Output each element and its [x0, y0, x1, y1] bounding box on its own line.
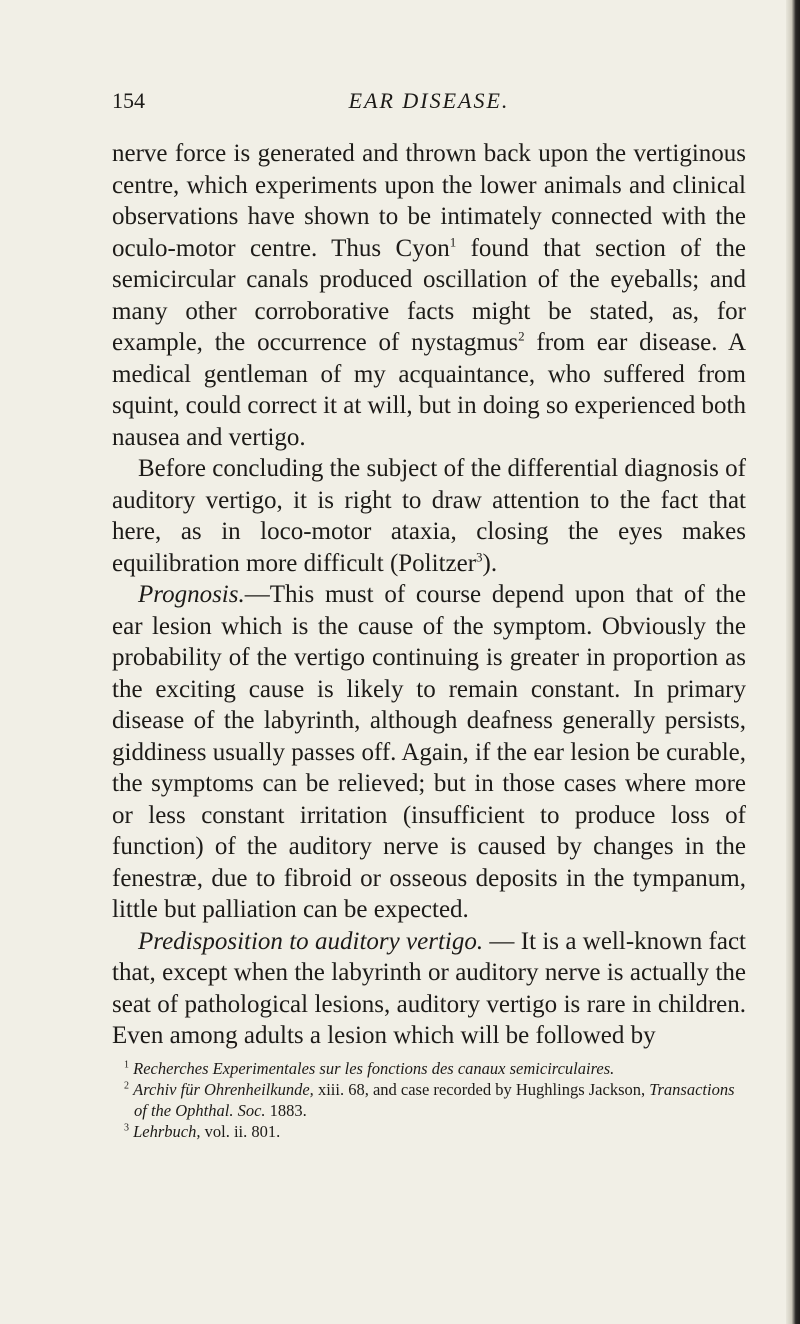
- text-run: —This must of course depend upon that of the ear lesion which is the cause of the symptom. Obviously the probability of the vertigo continuing is greater in proportion as the exciting cause is likely to remain constant. In primary disease of the labyrinth, although deafness generally persists, giddiness usually passes off. Again, if the ear lesion be curable, the symptoms can be relieved; but in those cases where more or less constant irritation (insufficient to produce loss of function) of the auditory nerve is caused by changes in the fenestræ, due to fibroid or osseous deposits in the tympanum, little but palliation can be expected.: [112, 581, 746, 923]
- text-run: — It is a well-known fact that, except when the labyrinth or auditory nerve is actually the seat of pathological lesions, auditory vertigo is rare in children. Even among adults a lesion which will be followed by: [112, 927, 746, 1049]
- footnote-ref-3: 3: [476, 549, 483, 565]
- footnote-1: [112, 1058, 746, 1079]
- footnote-title: Lehrbuch,: [133, 1121, 201, 1141]
- book-page: [112, 88, 746, 1142]
- footnote-title: Archiv für Ohrenheilkunde,: [133, 1079, 314, 1099]
- section-heading-prognosis: Prognosis.: [138, 581, 245, 608]
- page-number: 154: [112, 88, 145, 113]
- footnote-text: xiii. 68, and case recorded by Hughlings Jackson,: [313, 1079, 650, 1099]
- paragraph-prognosis: [112, 579, 746, 926]
- footnote-mark: 1: [124, 1059, 129, 1070]
- text-run: from ear disease. A medical gentleman of my acquaintance, who suffered from squint, could correct it at will, but in doing so experienced both nausea and vertigo.: [112, 329, 747, 451]
- footnote-2: [112, 1079, 746, 1121]
- footnote-ref-2: 2: [518, 328, 525, 344]
- page-edge-shadow: [786, 0, 800, 1324]
- paragraph-2: [112, 453, 746, 579]
- footnotes: [112, 1058, 746, 1142]
- paragraph-predisposition: [112, 926, 746, 1052]
- text-run: nerve force is generated and thrown back upon the vertiginous centre, which experiments upon the lower animals and clinical observations have shown to be intimately connected with the oculo-motor centre. Thus Cyon: [112, 140, 746, 262]
- footnote-text: vol. ii. 801.: [200, 1121, 281, 1141]
- footnote-title: Transactions of the Ophthal. Soc.: [134, 1079, 735, 1120]
- footnote-3: [112, 1121, 746, 1142]
- text-run: Before concluding the subject of the differential diagnosis of auditory vertigo, it is right to draw attention to the fact that here, as in loco-motor ataxia, closing the eyes makes equilibration more difficult (Politzer: [112, 455, 746, 577]
- footnote-mark: 3: [124, 1122, 129, 1133]
- footnote-title: Recherches Experimentales sur les fonctions des canaux semicirculaires.: [133, 1058, 615, 1078]
- paragraph-1: [112, 138, 746, 453]
- footnote-mark: 2: [124, 1080, 129, 1091]
- running-head: [112, 88, 746, 122]
- footnote-ref-1: 1: [449, 234, 457, 250]
- running-title: EAR DISEASE.: [348, 88, 510, 113]
- section-heading-predisposition: Predisposition to auditory vertigo.: [138, 927, 484, 955]
- body-text: [112, 138, 746, 1052]
- text-run: found that section of the semicircular canals produced oscillation of the eyeballs; and many other corroborative facts might be stated, as, for example, the occurrence of nystagmus: [112, 234, 746, 356]
- text-run: ).: [482, 549, 498, 577]
- footnote-text: 1883.: [265, 1100, 307, 1120]
